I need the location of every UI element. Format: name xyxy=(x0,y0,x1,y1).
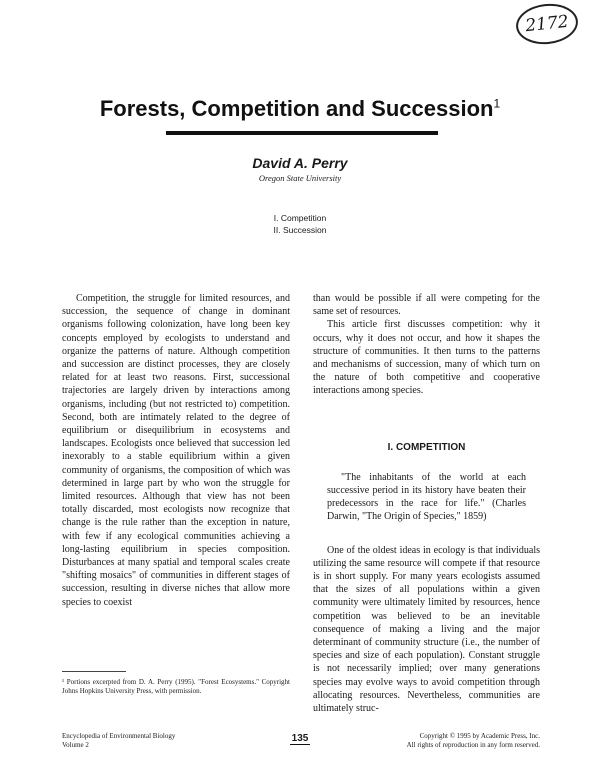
table-of-contents xyxy=(0,212,600,236)
article-overview-paragraph: This article first discusses competition: why it occurs, why it does not occur, and how it shapes the structure of communities. It then turns to the patterns and mechanisms of succession, many of which turn on the nature of both competitive and cooperative interactions among species. xyxy=(313,319,540,397)
toc-item: II. Succession xyxy=(273,225,327,235)
darwin-quote: "The inhabitants of the world at each successive period in its history have beaten their predecessors in the race for life." (Charles Darwin, "The Origin of Species," 1859) xyxy=(327,471,526,523)
footnote: ¹ Portions excerpted from D. A. Perry (1995). "Forest Ecosystems." Copyright Johns Hopkins University Press, with permission. xyxy=(62,678,290,695)
page-number-text: 135 xyxy=(291,733,309,744)
footer-right xyxy=(407,732,540,750)
title-footnote-marker: 1 xyxy=(493,96,501,111)
article-title xyxy=(0,96,600,122)
right-column xyxy=(313,292,540,715)
handwritten-page-number: 2172 xyxy=(514,1,580,47)
continued-paragraph: than would be possible if all were competing for the same set of resources. xyxy=(313,293,540,318)
toc-item: I. Competition xyxy=(273,213,327,223)
author-name: David A. Perry xyxy=(252,155,348,171)
title-text: Forests, Competition and Succession xyxy=(99,96,494,121)
left-column xyxy=(62,292,290,609)
copyright-line: Copyright © 1995 by Academic Press, Inc. xyxy=(419,732,540,740)
competition-paragraph: One of the oldest ideas in ecology is that individuals utilizing the same resource will compete if that resource is in short supply. For many years ecologists assumed that the sizes of all populations within a given community were ultimately limited by resources, hence competition was believed to be an inevitable consequence of making a living and the major determinant of community structure (i.e., the number of species and size of each population). Constant struggle is not necessarily implied; over many generations species may evolve ways to avoid competition through allocating resources. Nevertheless, communities are ultimately struc- xyxy=(313,544,540,715)
author-affiliation: Oregon State University xyxy=(258,173,342,183)
section-heading: I. COMPETITION xyxy=(387,441,466,453)
title-rule xyxy=(166,131,438,135)
footnote-rule xyxy=(62,671,126,672)
rights-line: All rights of reproduction in any form reserved. xyxy=(406,741,540,749)
intro-paragraph: Competition, the struggle for limited resources, and succession, the sequence of change in dominant organisms following colonization, have long been key concepts employed by ecologists to understand and organize the patterns of nature. Although competition and succession are distinct processes, they are closely related for at least two reasons. First, successional trajectories are largely driven by interactions among organisms, including (but not restricted to) competition. Second, both are intimately related to the degree of equilibrium or disequilibrium in ecosystems and landscapes. Ecologists once believed that succession led inexorably to a stable equilibrium within a given community of organisms, the composition of which was determined in large part by who won the struggle for limited resources. Although that view has not been totally discarded, most ecologists now recognize that change is the rule rather than the exception in nature, with few if any ecological communities achieving a long-lasting equilibrium in species composition. Disturbances at many spatial and temporal scales create "shifting mosaics" of communities in different stages of succession, resulting in diverse niches that allow more species to coexist xyxy=(62,293,290,608)
encyclopedia-name: Encyclopedia of Environmental Biology xyxy=(62,732,176,740)
volume-label: Volume 2 xyxy=(62,741,89,749)
